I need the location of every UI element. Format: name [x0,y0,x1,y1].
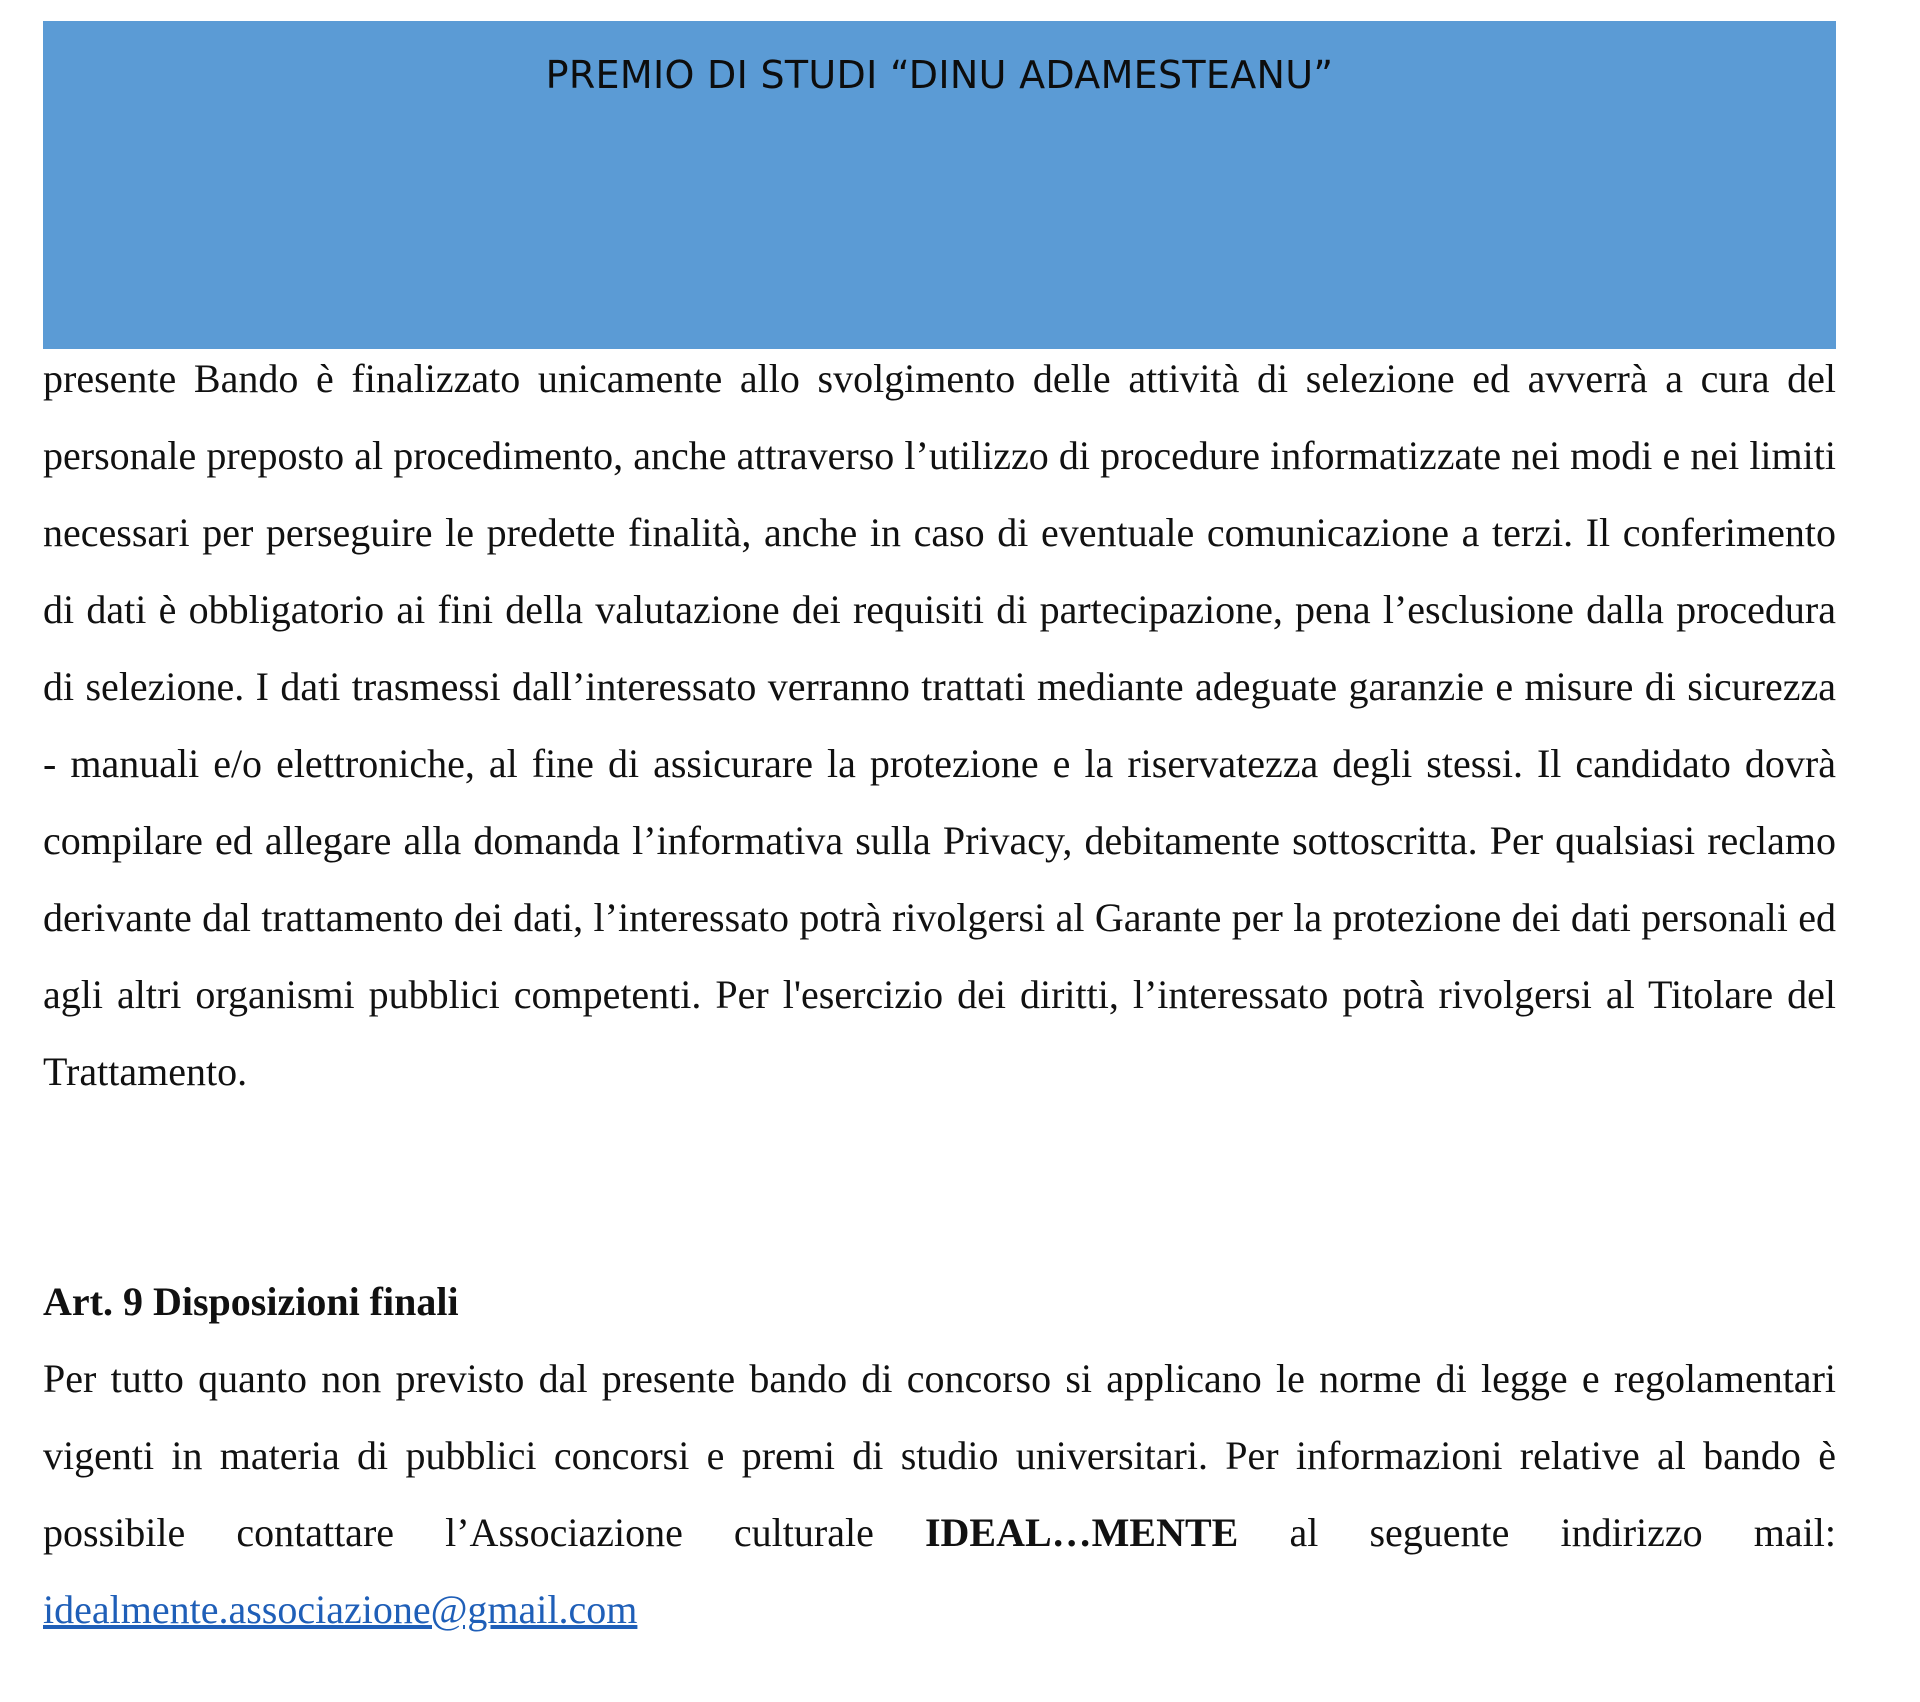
document-title: PREMIO DI STUDI “DINU ADAMESTEANU” [545,53,1334,97]
article-9-text-after: al seguente indirizzo mail: [1238,1510,1836,1555]
email-link[interactable]: idealmente.associazione@gmail.com [43,1587,638,1632]
privacy-paragraph: presente Bando è finalizzato unicamente allo svolgimento delle attività di selezione ed avverrà a cura del personale preposto al procedimento, anche attraverso l’utilizzo di procedure informatizzate nei modi e nei limiti necessari per perseguire le predette finalità, anche in caso di eventuale comunicazione a terzi. Il conferimento di dati è obbligatorio ai fini della valutazione dei requisiti di partecipazione, pena l’esclusione dalla procedura di selezione. I dati trasmessi dall’interessato verranno trattati mediante adeguate garanzie e misure di sicurezza - manuali e/o elettroniche, al fine di assicurare la protezione e la riservatezza degli stessi. Il candidato dovrà compilare ed allegare alla domanda l’informativa sulla Privacy, debitamente sottoscritta. Per qualsiasi reclamo derivante dal trattamento dei dati, l’interessato potrà rivolgersi al Garante per la protezione dei dati personali ed agli altri organismi pubblici competenti. Per l'esercizio dei diritti, l’interessato potrà rivolgersi al Titolare del Trattamento. [43,356,1836,1094]
association-name: IDEAL…MENTE [924,1510,1239,1555]
article-9-paragraph [43,1340,1836,1648]
privacy-section [43,340,1836,1110]
header-band [43,21,1836,349]
article-9-section [43,1263,1836,1648]
article-9-text-before: Per tutto quanto non previsto dal presente bando di concorso si applicano le norme di legge e regolamentari vigenti in materia di pubblici concorsi e premi di studio universitari. Per informazioni relative al bando è possibile contattare l’Associazione culturale [43,1356,1836,1555]
article-9-heading: Art. 9 Disposizioni finali [43,1279,459,1324]
